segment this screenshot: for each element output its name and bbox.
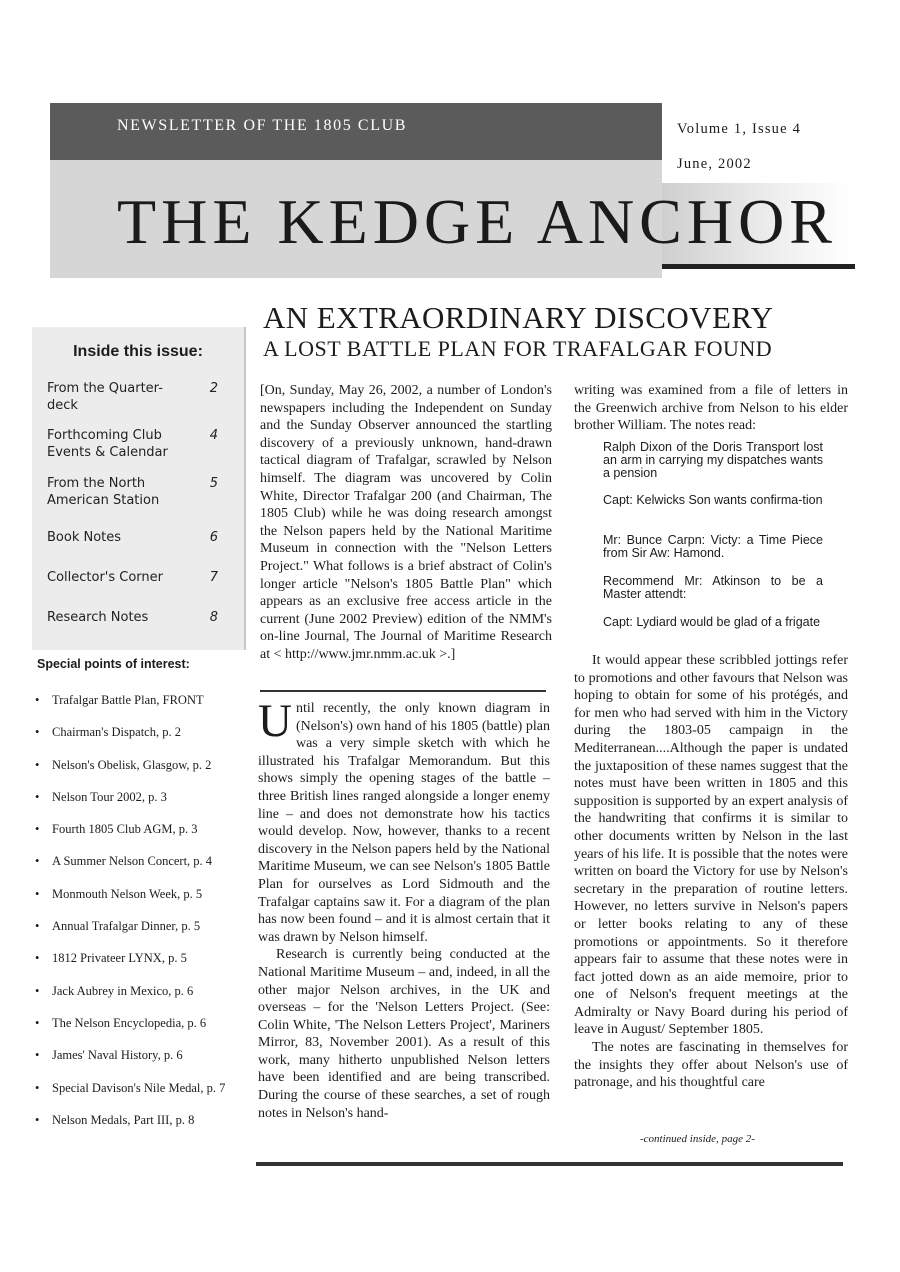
newsletter-of-label: NEWSLETTER OF THE 1805 CLUB xyxy=(117,117,408,134)
toc-item-title: Research Notes xyxy=(47,610,149,625)
toc-item-page: 7 xyxy=(209,570,218,585)
toc-item[interactable] xyxy=(47,427,227,461)
nelson-note: Mr: Bunce Carpn: Victy: a Time Piece from Sir Aw: Hamond. xyxy=(603,533,823,560)
special-points-title: Special points of interest: xyxy=(37,657,190,671)
toc-item-title: Collector's Corner xyxy=(47,570,164,585)
dropcap: U xyxy=(258,695,292,747)
body-paragraph: Until recently, the only known diagram in (Nelson's) own hand of his 1805 (battle) plan was a very simple sketch with which he illustrated his Trafalgar Memorandum. But this shows simply the opening stages of the battle – three British lines ranged alongside a longer enemy line – and does not demonstrate how his tactics would develop. Now, however, thanks to a recent discovery in the Nelson papers held by the National Maritime Museum, we can see Nelson's 1805 Battle Plan for ourselves as Lord Sidmouth and the Trafalgar captains saw it. For a diagram of the plan has now been found – and it is almost certain that it was drawn by Nelson himself. xyxy=(258,695,550,945)
body-paragraph: writing was examined from a file of letters in the Greenwich archive from Nelson to his elder brother William. The notes read: xyxy=(574,383,848,434)
list-item: • A Summer Nelson Concert, p. 4 xyxy=(35,854,250,886)
newsletter-title: THE KEDGE ANCHOR xyxy=(117,186,837,257)
toc-item-title: Forthcoming Club Events & Calendar xyxy=(47,428,168,460)
toc-item-page: 8 xyxy=(209,610,218,625)
article-body-column-2 xyxy=(574,382,848,435)
nelson-note: Capt: Lydiard would be glad of a frigate xyxy=(603,615,821,629)
nelson-note: Capt: Kelwicks Son wants confirma-tion xyxy=(603,493,823,507)
list-item: • Monmouth Nelson Week, p. 5 xyxy=(35,887,250,919)
list-item: • Annual Trafalgar Dinner, p. 5 xyxy=(35,919,250,951)
bottom-rule xyxy=(256,1162,843,1166)
toc-item-title: From the Quarter-deck xyxy=(47,381,163,413)
toc-item[interactable] xyxy=(47,529,227,546)
toc-item-page: 2 xyxy=(209,381,218,396)
toc-item-title: Book Notes xyxy=(47,530,122,545)
list-item: • Nelson Medals, Part III, p. 8 xyxy=(35,1113,250,1145)
article-body-column-2-cont xyxy=(574,652,848,1092)
inside-this-issue-title: Inside this issue: xyxy=(73,343,203,360)
body-paragraph: Research is currently being conducted at the National Maritime Museum – and, indeed, in all the other major Nelson archives, in the UK and overseas – for the 'Nelson Letters Project. (See: Colin White, 'The Nelson Letters Project', Mariners Mirror, 83, November 2001). As a result of this work, many hitherto unpublished Nelson letters have been identified and are being transcribed. During the course of these searches, a set of rough notes in Nelson's hand- xyxy=(258,947,550,1121)
continued-note: -continued inside, page 2- xyxy=(640,1133,755,1145)
nelson-note: Ralph Dixon of the Doris Transport lost an arm in carrying my dispatches wants a pension xyxy=(603,440,823,480)
toc-item[interactable] xyxy=(47,380,227,414)
list-item: • Fourth 1805 Club AGM, p. 3 xyxy=(35,822,250,854)
toc-item-page: 4 xyxy=(209,428,218,443)
masthead-banner xyxy=(50,103,662,160)
list-item: • Special Davison's Nile Medal, p. 7 xyxy=(35,1081,250,1113)
toc-item-page: 5 xyxy=(209,476,218,491)
masthead-rule xyxy=(662,264,855,269)
list-item: • Chairman's Dispatch, p. 2 xyxy=(35,725,250,757)
list-item: • Nelson's Obelisk, Glasgow, p. 2 xyxy=(35,758,250,790)
list-item: • 1812 Privateer LYNX, p. 5 xyxy=(35,951,250,983)
body-paragraph: It would appear these scribbled jottings refer to promotions and other favours that Nelson was hoping to obtain for some of his protégés, and for men who had served with him in the Victory during the 1803-05 campaign in the Mediterranean....Although the paper is undated the juxtaposition of these names suggest that the notes must have been written in 1805 and this supposition is supported by an expert analysis of the handwriting that confirms it is similar to other documents written by Nelson in the last years of his life. It is possible that the notes were written on board the Victory for use by Nelson's secretary in the preparation of routine letters. However, no letters survive in Nelson's papers or letter books relating to any of these promotions or appointments. So it therefore appears fair to assume that these notes were in fact jotted down as an aide memoire, prior to one of Nelson's frequent meetings at the Admiralty or Navy Board during his period of leave in August/ September 1805. xyxy=(574,653,848,1038)
article-intro xyxy=(260,382,552,664)
list-item: • Nelson Tour 2002, p. 3 xyxy=(35,790,250,822)
body-paragraph: The notes are fascinating in themselves for the insights they offer about Nelson's use of patronage, and his thoughtful care xyxy=(574,1040,848,1091)
toc-item[interactable] xyxy=(47,475,227,509)
list-item: • The Nelson Encyclopedia, p. 6 xyxy=(35,1016,250,1048)
list-item: • Trafalgar Battle Plan, FRONT xyxy=(35,693,250,725)
article-body-column-1 xyxy=(258,695,550,1122)
list-item: • Jack Aubrey in Mexico, p. 6 xyxy=(35,984,250,1016)
toc-item-title: From the North American Station xyxy=(47,476,160,508)
intro-divider xyxy=(260,690,546,692)
issue-date: June, 2002 xyxy=(677,156,752,172)
intro-paragraph: [On, Sunday, May 26, 2002, a number of London's newspapers including the Independent on Sunday and the Sunday Observer announced the startling discovery of a previously unknown, hand-drawn tactical diagram of Trafalgar, scrawled by Nelson himself. The diagram was uncovered by Colin White, Director Trafalgar 200 (and Chairman, The 1805 Club) while he was doing research amongst the Nelson papers held by the National Maritime Museum in connection with the "Nelson Letters Project." What follows is a brief abstract of Colin's longer article "Nelson's 1805 Battle Plan" which appears as an exclusive free access article in the current (June 2002 Preview) edition of the NMM's on-line Journal, The Journal of Maritime Research at < http://www.jmr.nmm.ac.uk >.] xyxy=(260,383,552,662)
list-item: • James' Naval History, p. 6 xyxy=(35,1048,250,1080)
volume-issue: Volume 1, Issue 4 xyxy=(677,121,802,137)
nelson-note: Recommend Mr: Atkinson to be a Master attendt: xyxy=(603,574,823,601)
toc-item[interactable] xyxy=(47,609,227,626)
article-subheadline: A LOST BATTLE PLAN FOR TRAFALGAR FOUND xyxy=(263,336,773,361)
special-points-list xyxy=(35,693,250,1145)
toc-item[interactable] xyxy=(47,569,227,586)
article-headline: AN EXTRAORDINARY DISCOVERY xyxy=(263,300,774,335)
toc-item-page: 6 xyxy=(209,530,218,545)
